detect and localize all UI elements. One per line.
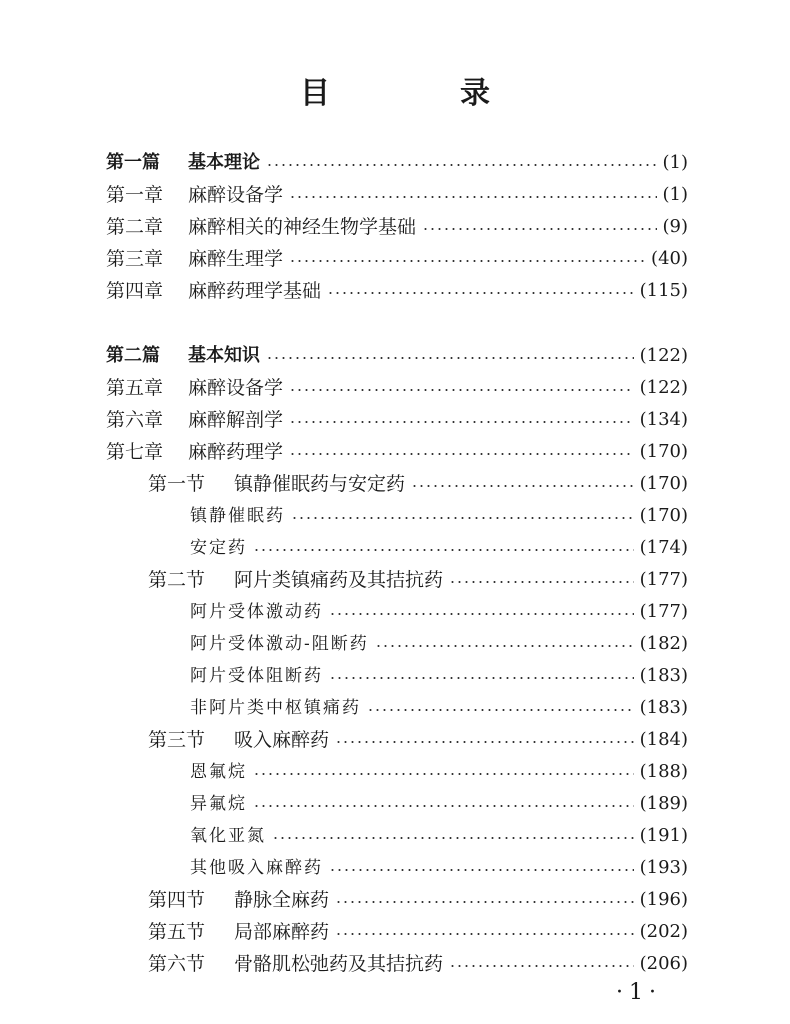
dot-leader	[449, 965, 634, 967]
toc-chapter[interactable]	[106, 212, 688, 242]
toc-entry-number: 第七章	[106, 441, 164, 463]
toc-entry-page: (40)	[651, 248, 688, 269]
toc-entry-number: 第二篇	[106, 345, 160, 366]
toc-entry-title: 吸入麻醉药	[234, 729, 330, 751]
toc-entry-page: (182)	[639, 633, 688, 654]
toc-entry-number: 第一篇	[106, 152, 160, 173]
toc-entry-label	[106, 373, 283, 403]
toc-entry-page: (183)	[639, 665, 688, 686]
toc-entry-page: (170)	[639, 505, 688, 526]
toc-entry-label	[106, 148, 260, 178]
toc-subentry[interactable]	[190, 533, 688, 563]
dot-leader	[289, 196, 656, 198]
toc-entry-page: (202)	[639, 921, 688, 942]
toc-entry-label	[148, 917, 329, 947]
toc-section[interactable]	[148, 949, 688, 979]
toc-subentry[interactable]	[190, 789, 688, 819]
toc-entry-title: 阿片类镇痛药及其拮抗药	[234, 569, 444, 591]
dot-leader	[291, 517, 634, 519]
toc-entry-label	[190, 661, 323, 691]
dot-leader	[329, 613, 634, 615]
toc-entry-number: 第一章	[106, 184, 164, 206]
toc-entry-label	[106, 276, 321, 306]
toc-entry-label	[190, 501, 285, 531]
toc-entry-title: 麻醉药理学	[188, 441, 284, 463]
toc-chapter[interactable]	[106, 437, 688, 467]
toc-entry-page: (191)	[639, 825, 688, 846]
toc-entry-page: (134)	[639, 409, 688, 430]
toc-entry-number: 第六章	[106, 409, 164, 431]
toc-entry-page: (9)	[662, 216, 688, 237]
toc-entry-page: (1)	[662, 184, 688, 205]
toc-entry-title: 骨骼肌松弛药及其拮抗药	[234, 953, 444, 975]
toc-section[interactable]	[148, 565, 688, 595]
toc-entry-label	[190, 821, 266, 851]
toc-entry-page: (170)	[639, 473, 688, 494]
toc-entry-title: 麻醉生理学	[188, 248, 284, 270]
toc-entry-number: 第二章	[106, 216, 164, 238]
dot-leader	[375, 645, 634, 647]
toc-entry-page: (184)	[639, 729, 688, 750]
dot-leader	[266, 357, 634, 359]
dot-leader	[329, 677, 634, 679]
toc-subentry[interactable]	[190, 597, 688, 627]
toc-entry-title: 非阿片类中枢镇痛药	[190, 698, 361, 718]
toc-entry-title: 氧化亚氮	[190, 826, 266, 846]
toc-subentry[interactable]	[190, 757, 688, 787]
page-number: ·1·	[616, 980, 662, 1005]
toc-entry-title: 麻醉解剖学	[188, 409, 284, 431]
toc-entry-title: 基本知识	[188, 345, 260, 366]
toc-subentry[interactable]	[190, 821, 688, 851]
toc-subentry[interactable]	[190, 629, 688, 659]
toc-entry-label	[190, 789, 247, 819]
toc-entry-title: 阿片受体阻断药	[190, 666, 323, 686]
dot-leader	[329, 869, 634, 871]
toc-entry-page: (174)	[639, 537, 688, 558]
toc-entry-label	[106, 437, 283, 467]
dot-leader	[289, 260, 645, 262]
dot-leader	[253, 773, 634, 775]
toc-entry-page: (206)	[639, 953, 688, 974]
toc-entry-label	[148, 885, 329, 915]
dot-leader	[327, 292, 634, 294]
dot-leader	[272, 837, 634, 839]
toc-entry-number: 第五节	[148, 921, 206, 943]
toc-entry-title: 麻醉药理学基础	[188, 280, 322, 302]
toc-entry-number: 第一节	[148, 473, 206, 495]
toc-entry-label	[148, 725, 329, 755]
dot-leader	[422, 228, 656, 230]
toc-entry-number: 第五章	[106, 377, 164, 399]
toc-entry-label	[106, 180, 283, 210]
dot-leader	[289, 421, 634, 423]
toc-entry-title: 麻醉设备学	[188, 184, 284, 206]
toc-part[interactable]	[106, 341, 688, 371]
toc-entry-number: 第三章	[106, 248, 164, 270]
toc-entry-label	[106, 244, 283, 274]
toc-entry-label	[148, 469, 405, 499]
toc-entry-title: 静脉全麻药	[234, 889, 330, 911]
toc-entry-title: 阿片受体激动药	[190, 602, 323, 622]
toc-entry-label	[190, 757, 247, 787]
toc-section[interactable]	[148, 885, 688, 915]
toc-subentry[interactable]	[190, 661, 688, 691]
toc-subentry[interactable]	[190, 853, 688, 883]
toc-entry-number: 第四节	[148, 889, 206, 911]
toc-entry-page: (193)	[639, 857, 688, 878]
toc-entry-title: 异氟烷	[190, 794, 247, 814]
toc-subentry[interactable]	[190, 501, 688, 531]
toc-entry-title: 镇静催眠药	[190, 506, 285, 526]
toc-entry-title: 局部麻醉药	[234, 921, 330, 943]
toc-chapter[interactable]	[106, 276, 688, 306]
toc-entry-page: (189)	[639, 793, 688, 814]
dot-leader	[266, 164, 657, 166]
toc-entry-title: 其他吸入麻醉药	[190, 858, 323, 878]
page-title: 目 录	[300, 76, 540, 111]
toc-entry-title: 阿片受体激动-阻断药	[190, 634, 369, 654]
toc-entry-title: 麻醉相关的神经生物学基础	[188, 216, 417, 238]
dot-leader	[253, 549, 634, 551]
toc-chapter[interactable]	[106, 180, 688, 210]
toc-subentry[interactable]	[190, 693, 688, 723]
toc-entry-page: (115)	[639, 280, 688, 301]
toc-entry-label	[190, 597, 323, 627]
toc-entry-page: (122)	[639, 345, 688, 366]
toc-chapter[interactable]	[106, 373, 688, 403]
dot-leader	[335, 741, 634, 743]
toc-entry-label	[190, 533, 247, 563]
toc-entry-label	[190, 853, 323, 883]
dot-leader	[335, 933, 634, 935]
toc-entry-label	[148, 949, 443, 979]
toc-section[interactable]	[148, 917, 688, 947]
toc-entry-title: 安定药	[190, 538, 247, 558]
toc-entry-title: 镇静催眠药与安定药	[234, 473, 406, 495]
toc-chapter[interactable]	[106, 244, 688, 274]
toc-entry-number: 第三节	[148, 729, 206, 751]
dot-leader	[367, 709, 634, 711]
toc-section[interactable]	[148, 725, 688, 755]
toc-part[interactable]	[106, 148, 688, 178]
toc-entry-page: (196)	[639, 889, 688, 910]
toc-entry-label	[148, 565, 443, 595]
toc-entry-label	[106, 341, 260, 371]
toc-entry-page: (170)	[639, 441, 688, 462]
dot-leader	[449, 581, 634, 583]
toc-entry-page: (188)	[639, 761, 688, 782]
toc-entry-page: (122)	[639, 377, 688, 398]
toc-entry-page: (183)	[639, 697, 688, 718]
dot-leader	[411, 485, 634, 487]
toc-chapter[interactable]	[106, 405, 688, 435]
toc-entry-number: 第六节	[148, 953, 206, 975]
toc-entry-number: 第四章	[106, 280, 164, 302]
toc-entry-page: (177)	[639, 569, 688, 590]
toc-entry-label	[106, 212, 416, 242]
dot-leader	[335, 901, 634, 903]
toc-section[interactable]	[148, 469, 688, 499]
toc-entry-page: (1)	[662, 152, 688, 173]
dot-leader	[253, 805, 634, 807]
dot-leader	[289, 453, 634, 455]
toc-entry-label	[190, 629, 369, 659]
toc-entry-page: (177)	[639, 601, 688, 622]
toc-entry-title: 基本理论	[188, 152, 260, 173]
dot-leader	[289, 389, 634, 391]
toc-entry-title: 麻醉设备学	[188, 377, 284, 399]
toc-entry-label	[190, 693, 361, 723]
toc-entry-number: 第二节	[148, 569, 206, 591]
toc-entry-title: 恩氟烷	[190, 762, 247, 782]
toc-entry-label	[106, 405, 283, 435]
